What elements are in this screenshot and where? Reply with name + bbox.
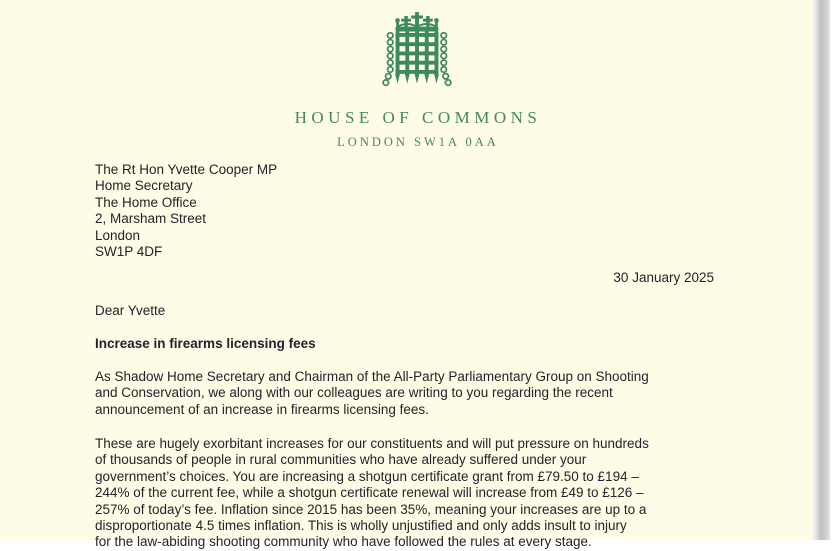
paragraph-1-line: As Shadow Home Secretary and Chairman of the All-Party Parliamentary Group on Shooting (95, 369, 649, 384)
recipient-postcode: SW1P 4DF (95, 244, 163, 260)
letter-date: 30 January 2025 (613, 270, 714, 285)
recipient-address-block (95, 162, 277, 260)
recipient-name: The Rt Hon Yvette Cooper MP (95, 162, 278, 177)
paragraph-2-line: 244% of the current fee, while a shotgun certificate renewal will increase from £49 to £126 – (95, 485, 644, 501)
subject-line: Increase in firearms licensing fees (95, 336, 316, 351)
paragraph-2-line: 257% of today’s fee. Inflation since 2015 has been 35%, meaning your increases are up to a (95, 501, 647, 517)
paragraph-1 (95, 369, 649, 418)
page-edge-shadow (812, 0, 830, 540)
paragraph-2-line: of thousands of people in rural communities who have already suffered under your (95, 452, 587, 468)
paragraph-1-line: announcement of an increase in firearms licensing fees. (95, 401, 429, 417)
paragraph-2-line: disproportionate 4.5 times inflation. This is wholly unjustified and only adds insult to injury (95, 518, 627, 534)
paragraph-2-partial-line: for the law-abiding shooting community who have followed the rules at every stage. (95, 534, 592, 550)
recipient-role: Home Secretary (95, 178, 193, 194)
letterhead-title: HOUSE OF COMMONS (294, 108, 542, 127)
paragraph-2-line: government’s choices. You are increasing a shotgun certificate grant from £79.50 to £194 – (95, 468, 639, 484)
recipient-street: 2, Marsham Street (95, 211, 207, 227)
paragraph-1-line: and Conservation, we along with our colleagues are writing to you regarding the recent (95, 385, 613, 401)
salutation: Dear Yvette (95, 303, 166, 318)
paragraph-2-line: These are hugely exorbitant increases for our constituents and will put pressure on hundreds (95, 436, 649, 451)
letterhead-postcode: LONDON SW1A 0AA (337, 135, 499, 149)
recipient-org: The Home Office (95, 194, 197, 210)
house-of-commons-portcullis-icon (381, 12, 453, 90)
recipient-city: London (95, 227, 141, 243)
paragraph-2 (95, 436, 649, 551)
